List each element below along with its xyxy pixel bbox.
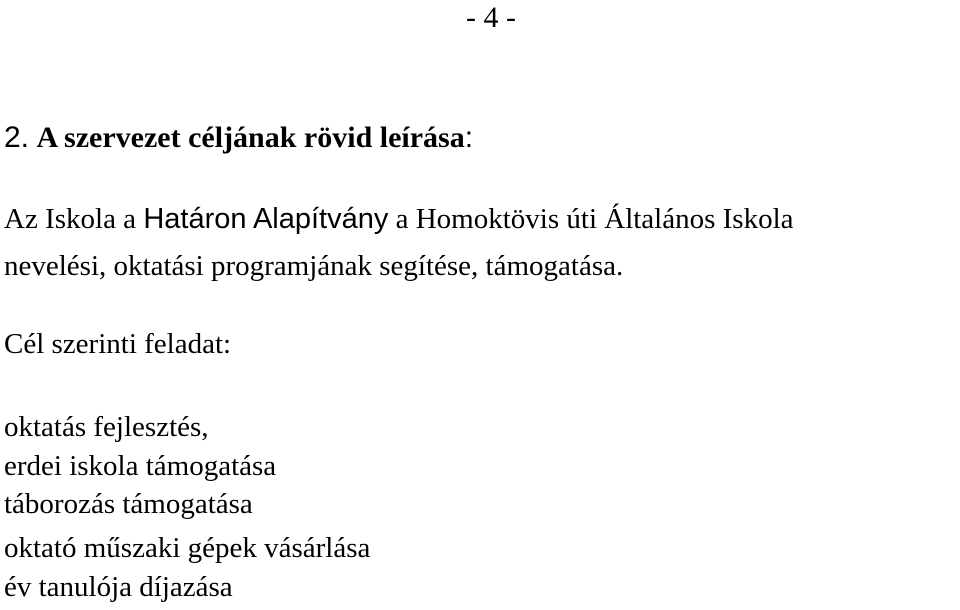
section-colon: : — [464, 121, 474, 154]
page-number: - 4 - — [466, 1, 516, 34]
task-item: táborozás támogatása — [4, 488, 253, 520]
section-number: 2. — [4, 121, 30, 154]
foundation-name: Határon Alapítvány — [143, 203, 389, 235]
task-item: oktatás fejlesztés, — [4, 411, 209, 443]
description-line-1-part-a: Az Iskola a — [4, 203, 144, 235]
description-line-1-part-c: a Homoktövis úti Általános Iskola — [388, 203, 794, 235]
task-item: erdei iskola támogatása — [4, 450, 277, 482]
section-title: A szervezet céljának rövid leírása — [36, 121, 465, 154]
description-line-2: nevelési, oktatási programjának segítése, támogatása. — [4, 250, 624, 282]
goal-label: Cél szerinti feladat: — [4, 328, 232, 360]
task-item: oktató műszaki gépek vásárlása — [4, 532, 371, 564]
section-heading — [4, 123, 473, 153]
description-line-1 — [4, 205, 794, 234]
task-item: év tanulója díjazása — [4, 571, 233, 603]
